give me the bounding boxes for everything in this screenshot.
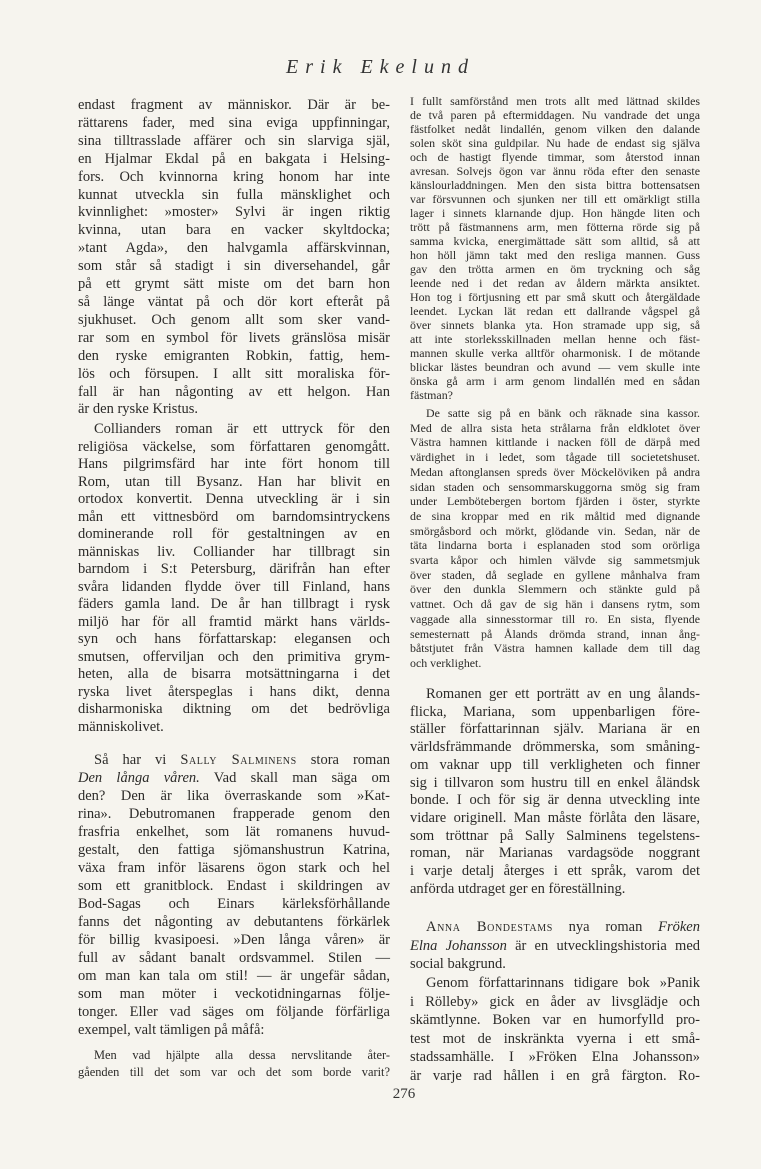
text-line: sina tilltrasslade affärer och sin slarviga själ,: [78, 132, 390, 149]
text-line: världsfrämmande drömmerska, som småning-: [410, 739, 700, 756]
text-line: över staden, då seglade en gyllene månhalva fram: [410, 567, 700, 582]
text-line: ryska livet återspeglas i hans dikt, denna: [78, 683, 390, 700]
paragraph-bondestam: [410, 918, 700, 974]
text-line: rättarens fader, med sina eviga uppfinningar,: [78, 114, 390, 131]
paragraph-genom: [410, 974, 700, 1086]
text-line: exempel, valt tämligen på måfå:: [78, 1022, 265, 1038]
text-line: är varje rad hållen i en grå färgton. Ro-: [410, 1067, 700, 1084]
text-line: vidare originell. Man måste förlåta den läsare,: [410, 809, 700, 826]
text-line: fästman?: [410, 388, 453, 402]
excerpt-paragraph-2: [410, 406, 700, 671]
text-line: är den ryske Kristus.: [78, 401, 199, 418]
text-span: stora roman: [296, 752, 391, 768]
text-line: leendet. Lyckan lät redan ett dallrande vågspel gå: [410, 304, 700, 318]
text-line: hon höll jämn takt med den resliga mannen. Guss: [410, 248, 700, 262]
text-line: växa fram inför läsarens ögon stark och hel: [78, 860, 390, 876]
text-line: och de hastigt flyende timmar, som återstod innan: [410, 150, 700, 164]
text-line: sjukhuset. Och genom allt som sker vand-: [78, 311, 390, 328]
text-line: fanns det någonting av debutantens förkärlek: [78, 914, 390, 930]
text-line: att inte storleksskillnaden mellan henne och fäst-: [410, 332, 700, 346]
paragraph-salminen: [78, 751, 390, 1039]
text-line: barndom i S:t Petersburg, därifrån han efter: [78, 561, 390, 577]
text-line: sidan staden och sensommarskuggorna smög sig fram: [410, 479, 700, 494]
text-line: [410, 937, 700, 956]
text-line: känslourladdningen. Men den sista bittra bottensatsen: [410, 178, 700, 192]
text-line: under Lembötebergen bortom fjärden i öster, styrkte: [410, 494, 700, 509]
text-line: social bakgrund.: [410, 956, 506, 973]
text-line: stadssamhälle. I »Fröken Elna Johansson»: [410, 1049, 700, 1066]
page-number: 276: [392, 1086, 416, 1102]
text-line: som står så stadigt i sin diversehandel, går: [78, 258, 390, 275]
text-line: ställer författarinnan själv. Mariana är en: [410, 721, 700, 738]
text-line: flicka, Mariana, som uppenbarligen före-: [410, 703, 700, 720]
text-line: gåenden till det som var och det som borde varit?: [78, 1065, 390, 1079]
text-line: så länge väntat på och dör kort efteråt på: [78, 293, 390, 310]
text-line: »tant Agda», den halvgamla affärskvinnan,: [78, 240, 390, 257]
running-head: Erik Ekelund: [286, 56, 475, 78]
text-line: den? Den är lika överraskande som »Kat-: [78, 788, 390, 804]
text-line: Bod-Sagas och Einars kärleksförhållande: [78, 896, 390, 912]
text-line: önska gå arm i arm genom lindallén med en sådan: [410, 374, 700, 388]
text-line: människolivet.: [78, 718, 164, 735]
text-line: trött på fästmannens arm, men fötterna rörde sig på: [410, 220, 700, 234]
text-line: över den dunkla Slemmern och stänkte guld på: [410, 582, 700, 597]
text-line: för billig kvasipoesi. »Den långa våren» är: [78, 932, 390, 948]
text-line: Men vad hjälpte alla dessa nervslitande åter-: [94, 1048, 390, 1062]
text-line: båtstjutet från Västra hamnen kallade dem till dag: [410, 641, 700, 656]
text-line: om man kan tala om stil! — är ungefär sådan,: [78, 968, 390, 984]
text-line: frasfria enkelhet, som lät romanens huvud-: [78, 824, 390, 840]
text-line: Genom författarinnans tidigare bok »Panik: [426, 975, 700, 991]
text-line: vattnet. Och då gav de sig hän i dansens rytm, som: [410, 597, 700, 612]
text-line: bonde. I och för sig är denna utveckling inte: [410, 792, 700, 809]
text-line: i Rölleby» gick en åder av livsglädje och: [410, 993, 700, 1010]
text-line: avresan. Solvejs ögon var ännu röda efter den senaste: [410, 164, 700, 178]
text-line: på ett grymt sätt miste om det barn hon: [78, 276, 390, 293]
text-line: tonger. Eller vad säges om följande förfärliga: [78, 1004, 390, 1020]
text-span: Så har vi: [94, 752, 181, 768]
text-line: om vaknar upp till verkligheten och finner: [410, 756, 700, 773]
text-line: ortodox konvertit. Denna utveckling är i sin: [78, 491, 390, 507]
text-line: heten, alla de bisarra motsättningarna i det: [78, 666, 390, 682]
text-line: var försvunnen och sjunken ner till ett omärkligt stilla: [410, 192, 700, 206]
text-line: över sinnets blanka yta. Hon stramade upp sig, så: [410, 318, 700, 332]
text-line: test mot de inskränkta vyerna i ett små-: [410, 1030, 700, 1047]
text-line: anförda utdraget ger en föreställning.: [410, 880, 626, 897]
text-line: som ett granitblock. Endast i skildringen av: [78, 878, 390, 894]
text-line: lager i sinnets klarnande djup. Hon hängde liten och: [410, 206, 700, 220]
text-line: täta lindarna borta i esplanaden stod som orörliga: [410, 538, 700, 553]
text-line: Rom, utan till Bysanz. Han har blivit en: [78, 473, 390, 490]
paragraph-fragment: [78, 97, 390, 419]
text-line: semesternatt på Ålands drömda strand, innan ång-: [410, 626, 700, 641]
text-line: solen sköt sina guldpilar. Nu hade de endast sig själva: [410, 136, 700, 150]
text-line: i varje detalj återges i ett språk, varom det: [410, 863, 700, 880]
text-line: de sina kroppar med en rik måltid med dignande: [410, 508, 700, 523]
text-line: religiösa väckelse, som författaren genomgått.: [78, 438, 390, 455]
text-line: de två paren på eftermiddagen. Nu vandrade det unga: [410, 108, 700, 122]
text-span: är en utvecklingshistoria med: [506, 937, 701, 954]
text-line: skämtlynne. Boken var en humorfylld pro-: [410, 1012, 700, 1029]
text-line: roman, när Marianas vardagsöde noggrant: [410, 845, 700, 862]
text-line: mannen skulle verka alltför oharmonisk. I de mötande: [410, 346, 700, 360]
text-line: gestalt, den fattiga sjömanshustrun Katrina,: [78, 842, 390, 858]
text-line: smörgåsbord och mörkt, glödande vin. Sedan, när de: [410, 523, 700, 538]
text-line: [410, 918, 700, 937]
text-line: mån ett vittnesbörd om barndomsintryckens: [78, 508, 390, 525]
text-line: värdighet in i ledet, som tågade till societetshuset.: [410, 450, 700, 465]
text-line: dominerande roll för gestaltningen av en: [78, 526, 390, 542]
text-line: full av sådant banalt ordsvammel. Stilen —: [78, 950, 390, 966]
text-line: I fullt samförstånd men trots allt med lättnad skildes: [410, 94, 700, 108]
paragraph-romanen: [410, 686, 700, 898]
text-line: samma kvicka, energimättade sätt som alltid, så att: [410, 234, 700, 248]
text-line: gav den trötta armen en öm tryckning och såg: [410, 262, 700, 276]
italic-title: Fröken: [658, 919, 700, 935]
excerpt-paragraph-1: [410, 94, 700, 402]
text-line: kvinnlighet: »moster» Sylvi är ingen riktig: [78, 204, 390, 221]
text-line: Collianders roman är ett uttryck för den: [94, 421, 390, 437]
block-quote: [78, 1047, 390, 1081]
text-line: Med de allra sista heta strålarna från eldklotet över: [410, 420, 700, 435]
text-line: leende ned i det redan av åldern märkta ansiktet.: [410, 276, 700, 290]
text-line: vaggade alla sinnesstormar till ro. En sista, flyende: [410, 611, 700, 626]
italic-title: Den långa våren.: [78, 770, 200, 786]
paragraph-collianders: [78, 421, 390, 736]
text-line: fästfolket nedåt lindallén, genom vilken den dalande: [410, 122, 700, 136]
text-line: som man möter i veckotidningarnas följe-: [78, 986, 390, 1002]
text-line: miljö har för all framtid märkt hans världs-: [78, 613, 390, 630]
italic-title: Elna Johansson: [410, 937, 507, 954]
text-line: [78, 751, 390, 769]
text-line: disharmoniska diktning om det bedrövliga: [78, 701, 390, 717]
text-line: [78, 769, 390, 787]
text-line: svarta kåpor och himlen välvde sig sammetsmjuk: [410, 553, 700, 568]
text-line: fall är han någonting av ett helgon. Han: [78, 383, 390, 400]
text-line: Hans pilgrimsfärd har inte fört honom till: [78, 456, 390, 472]
author-name: Anna Bondestams: [426, 919, 553, 935]
text-line: sig i tillvaron som hustru till en enkel åländsk: [410, 774, 700, 791]
text-line: endast fragment av människor. Där är be-: [78, 97, 390, 113]
text-line: som tröttnar på Sally Salminens tegelstens-: [410, 827, 700, 844]
text-line: Romanen ger ett porträtt av en ung ålands-: [426, 686, 700, 702]
text-line: Hon tog i förtjusning ett par små skutt och återgäldade: [410, 290, 700, 304]
text-line: fäders gamla land. De år han tillbragt i rysk: [78, 596, 390, 612]
text-line: och verklighet.: [410, 655, 482, 670]
text-line: smutsen, offerviljan och den primitiva grym-: [78, 648, 390, 665]
text-line: rina». Debutromanen frapperade genom den: [78, 806, 390, 822]
author-name: Sally Salminens: [180, 752, 297, 768]
text-line: syn och hans författarskap: elegansen och: [78, 631, 390, 647]
text-line: rar som en symbol för livets gränslösa misär: [78, 329, 390, 346]
text-line: fors. Och kvinnorna kring honom har inte: [78, 168, 390, 185]
text-line: en Hjalmar Ekdal på en bakgata i Helsing-: [78, 150, 390, 167]
text-line: Västra hamnen kittlande i nacken föll de därpå med: [410, 435, 700, 450]
text-line: den ryske emigranten Robkin, fattig, hem-: [78, 347, 390, 364]
text-line: De satte sig på en bänk och räknade sina kassor.: [426, 406, 700, 420]
text-line: Medan aftonglansen spreds över Möckelöviken på andra: [410, 464, 700, 479]
text-line: lös och försupen. I allt sitt moraliska för-: [78, 365, 390, 382]
text-line: kunnat utveckla sin fulla mänsklighet och: [78, 186, 390, 203]
text-span: nya roman: [552, 919, 659, 935]
text-line: blickar lästes beundran och avund — vem skulle inte: [410, 360, 700, 374]
text-span: Vad skall man säga om: [199, 770, 390, 786]
text-line: människas liv. Colliander har tillbragt sin: [78, 543, 390, 560]
text-line: kvinna, utan bara en vacker skyltdocka;: [78, 222, 390, 239]
text-line: svåra lidanden flydde över till Finland, hans: [78, 578, 390, 595]
